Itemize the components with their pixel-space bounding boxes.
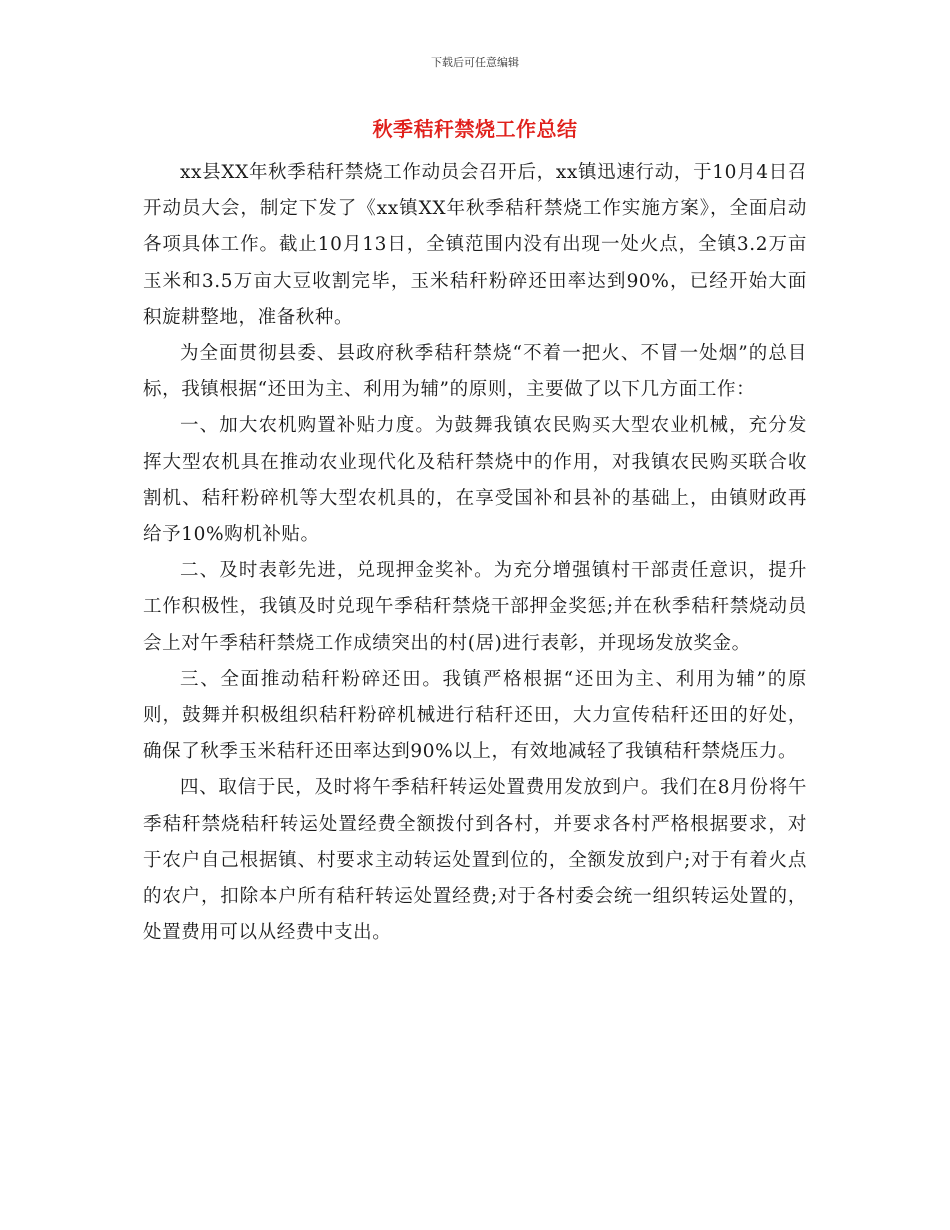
paragraph-goal: 为全面贯彻县委、县政府秋季秸秆禁烧“不着一把火、不冒一处烟”的总目标，我镇根据“还田为主、利用为辅”的原则，主要做了以下几方面工作： xyxy=(143,343,807,401)
document-title: 秋季秸秆禁烧工作总结 xyxy=(372,117,578,141)
paragraph-item-1: 一、加大农机购置补贴力度。为鼓舞我镇农民购买大型农业机械，充分发挥大型农机具在推动农业现代化及秸秆禁烧中的作用，对我镇农民购买联合收割机、秸秆粉碎机等大型农机具的，在享受国补和县补的基础上，由镇财政再给予10%购机补贴。 xyxy=(143,415,807,546)
paragraph-intro: xx县XX年秋季秸秆禁烧工作动员会召开后，xx镇迅速行动，于10月4日召开动员大会，制定下发了《xx镇XX年秋季秸秆禁烧工作实施方案》，全面启动各项具体工作。截止10月13日，全镇范围内没有出现一处火点，全镇3.2万亩玉米和3.5万亩大豆收割完毕，玉米秸秆粉碎还田率达到90%，已经开始大面积旋耕整地，准备秋种。 xyxy=(143,162,807,328)
document-body xyxy=(143,155,807,951)
header-note: 下载后可任意编辑 xyxy=(431,56,519,69)
paragraph-item-4: 四、取信于民，及时将午季秸秆转运处置费用发放到户。我们在8月份将午季秸秆禁烧秸秆转运处置经费全额拨付到各村，并要求各村严格根据要求，对于农户自己根据镇、村要求主动转运处置到位的，全额发放到户;对于有着火点的农户，扣除本户所有秸秆转运处置经费;对于各村委会统一组织转运处置的，处置费用可以从经费中支出。 xyxy=(143,777,807,944)
paragraph-item-3: 三、全面推动秸秆粉碎还田。我镇严格根据“还田为主、利用为辅”的原则，鼓舞并积极组织秸秆粉碎机械进行秸秆还田，大力宣传秸秆还田的好处，确保了秋季玉米秸秆还田率达到90%以上，有效地减轻了我镇秸秆禁烧压力。 xyxy=(143,668,807,763)
paragraph-item-2: 二、及时表彰先进，兑现押金奖补。为充分增强镇村干部责任意识，提升工作积极性，我镇及时兑现午季秸秆禁烧干部押金奖惩;并在秋季秸秆禁烧动员会上对午季秸秆禁烧工作成绩突出的村(居)进行表彰，并现场发放奖金。 xyxy=(143,560,807,654)
